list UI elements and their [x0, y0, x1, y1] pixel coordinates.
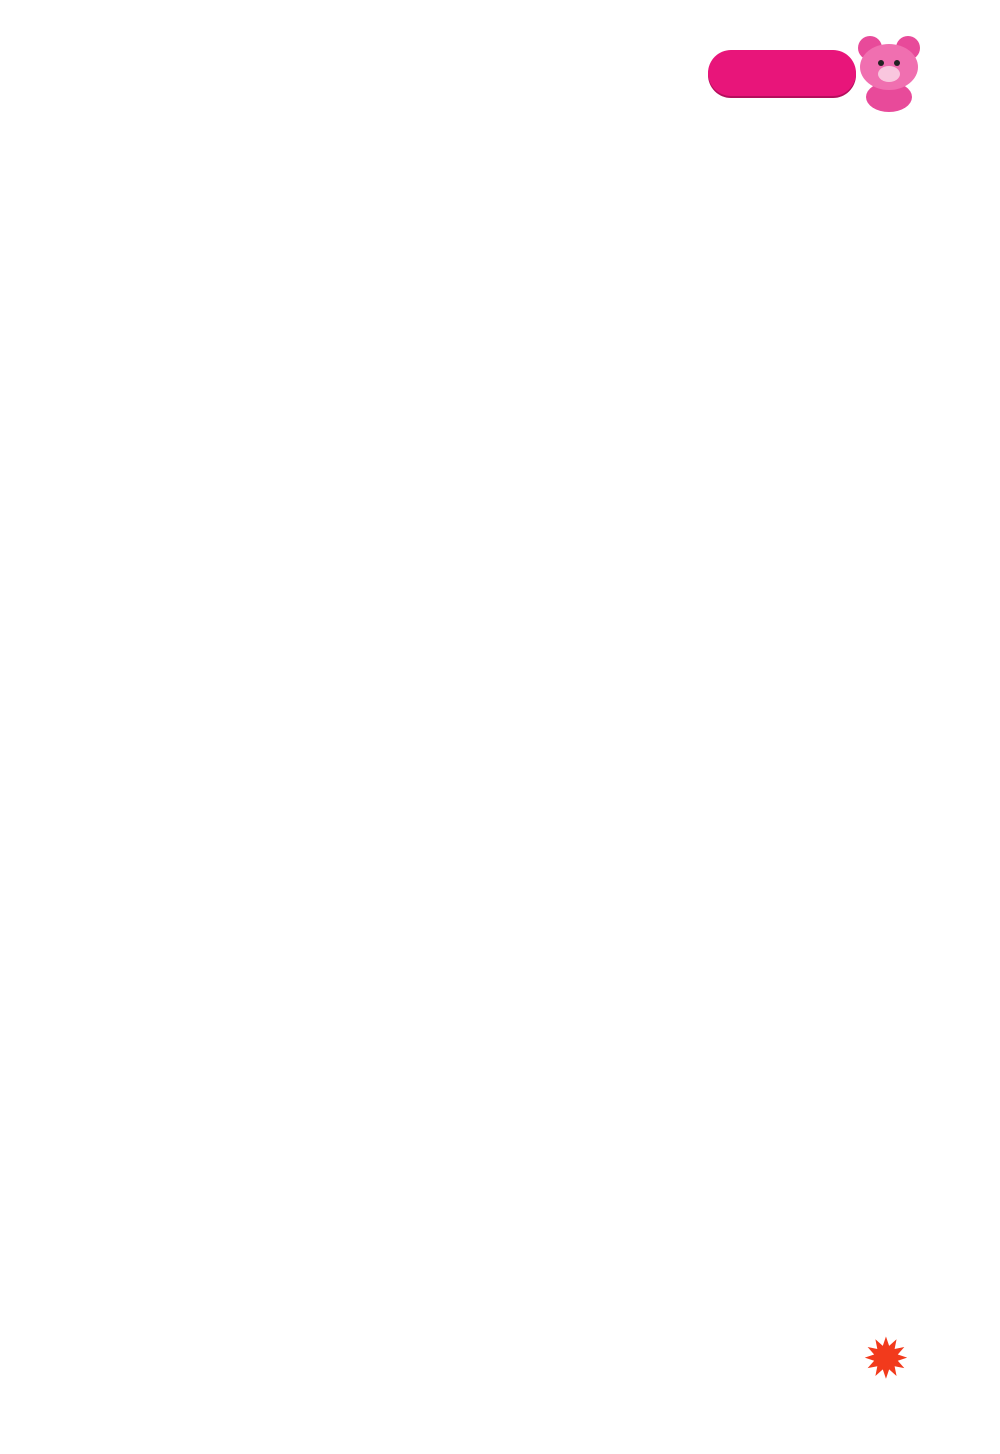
- star-icon: ✹: [862, 1327, 910, 1392]
- answer-key-badge: [708, 50, 856, 96]
- watermark-logo: [880, 1392, 1000, 1454]
- unit-title: [84, 128, 896, 174]
- bear-mascot-icon: [850, 34, 926, 112]
- answer-content: [84, 126, 896, 174]
- page-number-badge: [858, 1327, 914, 1392]
